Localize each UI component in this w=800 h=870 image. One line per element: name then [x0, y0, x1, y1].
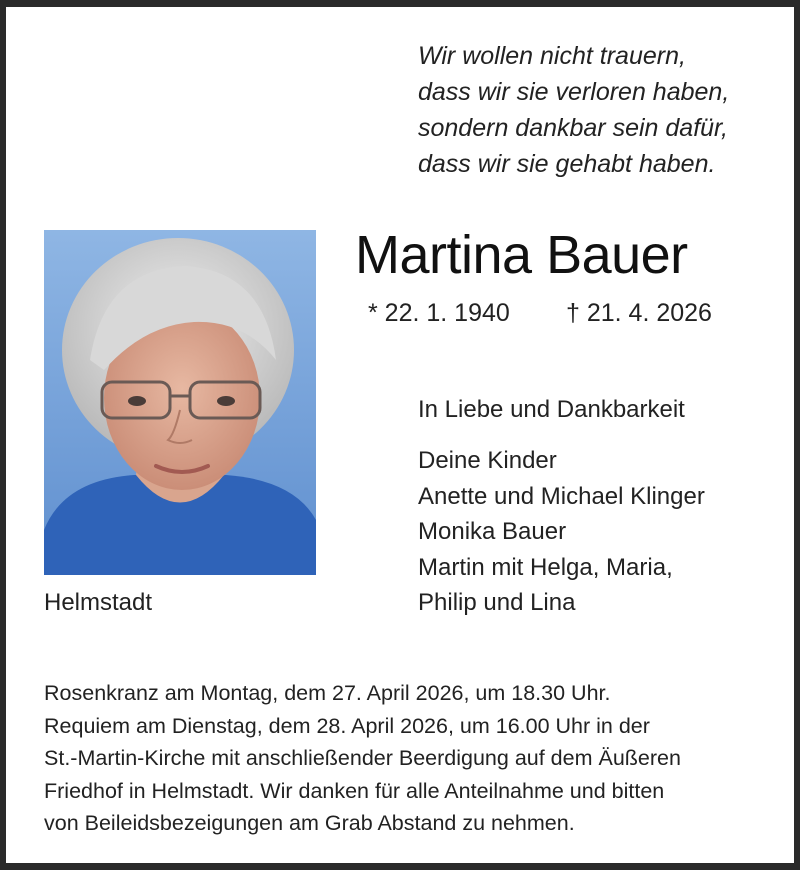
mourner-line: Martin mit Helga, Maria, — [418, 553, 673, 581]
birth-date: * 22. 1. 1940 — [368, 299, 510, 327]
mourners-list — [418, 443, 705, 621]
dedication-line: In Liebe und Dankbarkeit — [418, 396, 685, 423]
quote-line: dass wir sie gehabt haben. — [418, 150, 716, 178]
service-info-line: Friedhof in Helmstadt. Wir danken für alle Anteilnahme und bitten — [44, 778, 665, 803]
service-info-line: Rosenkranz am Montag, dem 27. April 2026, um 18.30 Uhr. — [44, 681, 611, 705]
service-info-line: von Beileidsbezeigungen am Grab Abstand zu nehmen. — [44, 811, 575, 835]
deceased-name: Martina Bauer — [355, 225, 688, 285]
death-date: † 21. 4. 2026 — [566, 299, 712, 327]
mourner-line: Deine Kinder — [418, 447, 557, 474]
service-info-line: St.-Martin-Kirche mit anschließender Beerdigung auf dem Äußeren — [44, 746, 681, 770]
service-info-line: Requiem am Dienstag, dem 28. April 2026, um 16.00 Uhr in der — [44, 713, 650, 738]
service-information — [44, 677, 681, 840]
mourner-line: Anette und Michael Klinger — [418, 482, 705, 510]
quote-line: sondern dankbar sein dafür, — [418, 114, 728, 142]
quote-line: dass wir sie verloren haben, — [418, 78, 730, 106]
quote-line: Wir wollen nicht trauern, — [418, 42, 686, 70]
mourner-line: Monika Bauer — [418, 518, 567, 545]
memorial-quote — [418, 38, 729, 182]
portrait-illustration — [44, 230, 316, 575]
mourner-line: Philip und Lina — [418, 589, 576, 616]
place-of-residence: Helmstadt — [44, 589, 153, 616]
portrait-photo — [44, 230, 316, 575]
